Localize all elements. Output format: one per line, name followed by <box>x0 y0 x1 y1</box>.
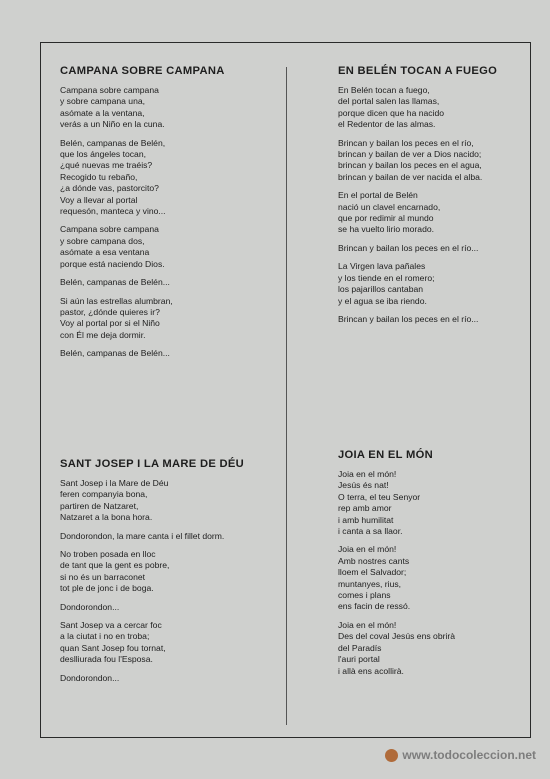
stanza <box>60 602 290 613</box>
stanza <box>60 224 290 270</box>
verse-line: nació un clavel encarnado, <box>338 201 441 212</box>
verse-line: ¿qué nuevas me traéis? <box>60 160 153 171</box>
verse-line: ¿a dónde vas, pastorcito? <box>60 183 159 194</box>
verse-line: deslliurada fou l'Esposa. <box>60 654 153 665</box>
watermark <box>385 748 536 762</box>
verse-line: se ha vuelto lirio morado. <box>338 224 435 235</box>
stanza <box>338 243 513 254</box>
stanza <box>60 296 290 342</box>
stanza <box>338 620 513 677</box>
verse-line: pastor, ¿dónde quieres ir? <box>60 306 160 317</box>
stanza <box>60 85 290 131</box>
verse-line: Des del coval Jesús ens obrirà <box>338 631 456 642</box>
verse-line: Voy al portal por si el Niño <box>60 318 160 329</box>
verse-line: requesón, manteca y vino... <box>60 206 166 217</box>
verse-line: y los tiende en el romero; <box>338 272 435 283</box>
verse-line: partiren de Natzaret, <box>60 500 139 511</box>
poem-stanzas <box>60 85 290 360</box>
verse-line: Belén, campanas de Belén... <box>60 277 170 288</box>
verse-line: que los ángeles tocan, <box>60 149 147 160</box>
stanza <box>60 531 290 542</box>
poem-title: EN BELÉN TOCAN A FUEGO <box>338 65 498 77</box>
stanza <box>60 277 290 288</box>
verse-line: tot ple de jonc i de boga. <box>60 583 154 594</box>
stanza <box>338 190 513 236</box>
verse-line: Recogido tu rebaño, <box>60 171 138 182</box>
verse-line: ens facin de ressó. <box>338 601 411 612</box>
stanza <box>60 138 290 218</box>
verse-line: No troben posada en lloc <box>60 549 156 560</box>
poem-en-belen-tocan-a-fuego <box>338 65 513 332</box>
verse-line: Si aún las estrellas alumbran, <box>60 295 173 306</box>
stanza <box>60 620 290 666</box>
verse-line: O terra, el teu Senyor <box>338 491 421 502</box>
verse-line: Dondorondon... <box>60 601 120 612</box>
poem-stanzas <box>60 478 290 684</box>
verse-line: Brincan y bailan los peces en el río, <box>338 137 474 148</box>
verse-line: Sant Josep va a cercar foc <box>60 620 162 631</box>
todocoleccion-logo-icon <box>385 749 398 762</box>
verse-line: quan Sant Josep fou tornat, <box>60 642 166 653</box>
verse-line: Joia en el món! <box>338 544 397 555</box>
verse-line: y el agua se iba riendo. <box>338 295 427 306</box>
verse-line: y sobre campana una, <box>60 96 146 107</box>
verse-line: Voy a llevar al portal <box>60 194 138 205</box>
verse-line: Brincan y bailan los peces en el río... <box>338 313 479 324</box>
verse-line: y sobre campana dos, <box>60 235 145 246</box>
verse-line: En el portal de Belén <box>338 190 418 201</box>
verse-line: Sant Josep i la Mare de Déu <box>60 478 169 488</box>
verse-line: Dondorondon, la mare canta i el fillet dorm. <box>60 530 225 541</box>
stanza <box>338 138 513 184</box>
verse-line: Brincan y bailan los peces en el río... <box>338 242 479 253</box>
verse-line: los pajarillos cantaban <box>338 284 424 295</box>
verse-line: a la ciutat i no en troba; <box>60 631 150 642</box>
stanza <box>60 348 290 359</box>
verse-line: porque está naciendo Dios. <box>60 258 165 269</box>
stanza <box>60 673 290 684</box>
verse-line: verás a un Niño en la cuna. <box>60 119 165 130</box>
verse-line: asómate a esa ventana <box>60 247 150 258</box>
verse-line: asómate a la ventana, <box>60 107 145 118</box>
verse-line: i canta a sa llaor. <box>338 526 403 537</box>
verse-line: i amb humilitat <box>338 514 394 525</box>
stanza <box>338 261 513 307</box>
verse-line: Campana sobre campana <box>60 224 159 235</box>
poem-stanzas <box>338 469 513 677</box>
stanza <box>338 544 513 612</box>
verse-line: brincan y bailan los peces en el agua, <box>338 160 482 171</box>
verse-line: i allà ens acollirà. <box>338 665 404 676</box>
poem-campana-sobre-campana <box>60 65 290 367</box>
verse-line: La Virgen lava pañales <box>338 261 426 272</box>
poem-joia-en-el-mon <box>338 449 513 684</box>
verse-line: del portal salen las llamas, <box>338 96 440 107</box>
verse-line: Belén, campanas de Belén... <box>60 348 170 359</box>
verse-line: Joia en el món! <box>338 619 397 630</box>
poem-title: JOIA EN EL MÓN <box>338 449 433 461</box>
verse-line: brincan y bailan de ver nacida el alba. <box>338 171 483 182</box>
verse-line: porque dicen que ha nacido <box>338 107 445 118</box>
watermark-text: www.todocoleccion.net <box>402 748 536 762</box>
stanza <box>338 85 513 131</box>
verse-line: Joia en el món! <box>338 469 397 479</box>
stanza <box>60 478 290 524</box>
verse-line: muntanyes, rius, <box>338 578 402 589</box>
verse-line: Natzaret a la bona hora. <box>60 512 153 523</box>
verse-line: lloem el Salvador; <box>338 567 407 578</box>
stanza <box>60 549 290 595</box>
poem-title: SANT JOSEP I LA MARE DE DÉU <box>60 458 245 470</box>
verse-line: que por redimir al mundo <box>338 213 434 224</box>
verse-line: el Redentor de las almas. <box>338 119 436 130</box>
verse-line: Jesús és nat! <box>338 480 389 491</box>
verse-line: Campana sobre campana <box>60 85 159 95</box>
verse-line: l'auri portal <box>338 654 380 665</box>
verse-line: si no és un barraconet <box>60 571 146 582</box>
verse-line: brincan y bailan de ver a Dios nacido; <box>338 149 482 160</box>
verse-line: comes i plans <box>338 590 391 601</box>
stanza <box>338 314 513 325</box>
verse-line: En Belén tocan a fuego, <box>338 85 430 95</box>
poem-title: CAMPANA SOBRE CAMPANA <box>60 65 225 77</box>
verse-line: Belén, campanas de Belén, <box>60 137 166 148</box>
verse-line: rep amb amor <box>338 503 392 514</box>
verse-line: de tant que la gent es pobre, <box>60 560 170 571</box>
verse-line: del Paradís <box>338 642 382 653</box>
verse-line: feren companyia bona, <box>60 489 148 500</box>
verse-line: con Él me deja dormir. <box>60 329 146 340</box>
stanza <box>338 469 513 537</box>
poem-sant-josep <box>60 458 290 691</box>
poem-stanzas <box>338 85 513 325</box>
verse-line: Amb nostres cants <box>338 555 410 566</box>
verse-line: Dondorondon... <box>60 672 120 683</box>
